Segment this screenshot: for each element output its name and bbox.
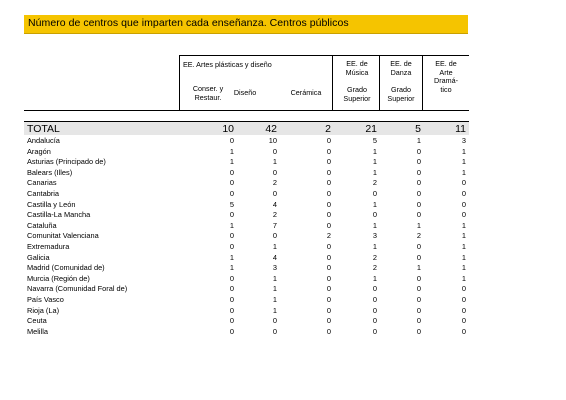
table-cell: 1 bbox=[272, 157, 277, 167]
table-cell: 0 bbox=[461, 199, 466, 209]
table-cell: 0 bbox=[416, 178, 421, 188]
table-cell: 0 bbox=[416, 189, 421, 198]
table-cell: 1 bbox=[372, 157, 377, 167]
table-cell: 1 bbox=[416, 220, 421, 230]
table-cell: 0 bbox=[272, 326, 277, 336]
row-label: Navarra (Comunidad Foral de) bbox=[27, 284, 128, 294]
row-label: Cantabria bbox=[27, 189, 60, 198]
header-conser: Conser. y Restaur. bbox=[192, 84, 224, 102]
header-diseno: Diseño bbox=[233, 88, 257, 97]
table-row bbox=[24, 210, 469, 221]
table-cell: 2 bbox=[326, 231, 331, 241]
table-cell: 1 bbox=[229, 157, 234, 167]
table-cell: 0 bbox=[416, 295, 421, 304]
row-label: Aragón bbox=[27, 146, 51, 156]
table-cell: 0 bbox=[229, 136, 234, 145]
table-cell: 7 bbox=[272, 220, 277, 230]
table-cell: 0 bbox=[372, 210, 377, 220]
table-cell: 0 bbox=[326, 167, 331, 177]
table-cell: 0 bbox=[326, 136, 331, 145]
table-cell: 1 bbox=[272, 295, 277, 304]
table-cell: 11 bbox=[455, 123, 466, 135]
table-cell: 0 bbox=[229, 284, 234, 294]
table-cell: 1 bbox=[461, 167, 466, 177]
table-cell: 5 bbox=[229, 199, 234, 209]
table-cell: 5 bbox=[415, 123, 421, 135]
table-cell: 0 bbox=[416, 167, 421, 177]
table-cell: 0 bbox=[326, 242, 331, 251]
table-cell: 0 bbox=[229, 305, 234, 315]
table-cell: 0 bbox=[229, 167, 234, 177]
row-label: Comunitat Valenciana bbox=[27, 231, 99, 241]
table-cell: 0 bbox=[372, 305, 377, 315]
table-cell: 1 bbox=[372, 273, 377, 283]
table-cell: 1 bbox=[229, 220, 234, 230]
table-cell: 21 bbox=[365, 123, 377, 135]
table-cell: 0 bbox=[229, 316, 234, 326]
table-cell: 0 bbox=[229, 242, 234, 251]
table-cell: 0 bbox=[326, 252, 331, 262]
table-row bbox=[24, 306, 469, 317]
table-cell: 0 bbox=[326, 189, 331, 198]
table-cell: 2 bbox=[372, 178, 377, 188]
row-label: Extremadura bbox=[27, 242, 70, 251]
table-cell: 1 bbox=[372, 242, 377, 251]
table-cell: 0 bbox=[416, 326, 421, 336]
table-cell: 2 bbox=[272, 178, 277, 188]
table-row bbox=[24, 189, 469, 200]
table-cell: 42 bbox=[265, 123, 277, 135]
table-cell: 3 bbox=[272, 263, 277, 273]
table-cell: 0 bbox=[461, 284, 466, 294]
total-row bbox=[24, 123, 469, 134]
table-cell: 0 bbox=[461, 305, 466, 315]
table-cell: 0 bbox=[326, 284, 331, 294]
table-row bbox=[24, 284, 469, 295]
table-cell: 1 bbox=[372, 199, 377, 209]
table-row bbox=[24, 136, 469, 147]
table-cell: 0 bbox=[461, 326, 466, 336]
table-cell: 4 bbox=[272, 199, 277, 209]
table-row bbox=[24, 316, 469, 327]
header-danza-sub: Grado Superior bbox=[387, 85, 415, 103]
table-cell: 0 bbox=[461, 210, 466, 220]
table-cell: 0 bbox=[416, 199, 421, 209]
table-cell: 2 bbox=[372, 263, 377, 273]
table-cell: 1 bbox=[372, 220, 377, 230]
table-cell: 2 bbox=[372, 252, 377, 262]
table-cell: 1 bbox=[272, 284, 277, 294]
table-cell: 1 bbox=[229, 146, 234, 156]
row-label: Madrid (Comunidad de) bbox=[27, 263, 105, 273]
table-cell: 1 bbox=[372, 146, 377, 156]
table-cell: 0 bbox=[326, 305, 331, 315]
table-cell: 0 bbox=[272, 231, 277, 241]
table-cell: 0 bbox=[461, 295, 466, 304]
header-ceramica: Cerámica bbox=[290, 88, 322, 97]
table-cell: 1 bbox=[461, 273, 466, 283]
table-cell: 1 bbox=[416, 136, 421, 145]
table-cell: 0 bbox=[326, 263, 331, 273]
table-cell: 1 bbox=[461, 263, 466, 273]
table-cell: 0 bbox=[461, 178, 466, 188]
table-cell: 0 bbox=[416, 316, 421, 326]
table-cell: 10 bbox=[268, 136, 277, 145]
row-label: Asturias (Principado de) bbox=[27, 157, 106, 167]
table-cell: 2 bbox=[325, 123, 331, 135]
table-cell: 0 bbox=[272, 167, 277, 177]
table-cell: 0 bbox=[416, 242, 421, 251]
table-cell: 10 bbox=[222, 123, 234, 135]
table-cell: 0 bbox=[272, 146, 277, 156]
row-label: Ceuta bbox=[27, 316, 47, 326]
table-cell: 0 bbox=[326, 157, 331, 167]
table-cell: 0 bbox=[272, 189, 277, 198]
table-cell: 0 bbox=[416, 146, 421, 156]
row-label: Castilla y León bbox=[27, 199, 76, 209]
table-row bbox=[24, 147, 469, 158]
table-cell: 0 bbox=[229, 326, 234, 336]
table-row bbox=[24, 200, 469, 211]
table-cell: 0 bbox=[326, 146, 331, 156]
table-cell: 0 bbox=[326, 210, 331, 220]
table-cell: 0 bbox=[326, 316, 331, 326]
row-label: Andalucía bbox=[27, 136, 60, 145]
table-row bbox=[24, 178, 469, 189]
table-cell: 1 bbox=[461, 252, 466, 262]
table-cell: 0 bbox=[372, 316, 377, 326]
table-cell: 0 bbox=[326, 326, 331, 336]
table-cell: 1 bbox=[461, 231, 466, 241]
table-cell: 4 bbox=[272, 252, 277, 262]
table-cell: 2 bbox=[272, 210, 277, 220]
row-label: Castilla-La Mancha bbox=[27, 210, 91, 220]
page-title: Número de centros que imparten cada enseñanza. Centros públicos bbox=[28, 17, 349, 29]
table-row bbox=[24, 168, 469, 179]
table-cell: 0 bbox=[461, 189, 466, 198]
table-cell: 3 bbox=[461, 136, 466, 145]
table-row bbox=[24, 253, 469, 264]
row-label: Balears (Illes) bbox=[27, 167, 73, 177]
table-cell: 0 bbox=[229, 210, 234, 220]
row-label: Cataluña bbox=[27, 220, 57, 230]
table-cell: 1 bbox=[461, 220, 466, 230]
header-divider-1 bbox=[179, 55, 180, 110]
table-row bbox=[24, 263, 469, 274]
table-row bbox=[24, 221, 469, 232]
row-label: Rioja (La) bbox=[27, 305, 60, 315]
header-bottom-rule bbox=[24, 110, 469, 111]
row-label: Melilla bbox=[27, 326, 48, 336]
header-divider-2 bbox=[332, 55, 333, 110]
header-musica-sub: Grado Superior bbox=[343, 85, 371, 103]
table-cell: 1 bbox=[229, 263, 234, 273]
table-cell: 1 bbox=[416, 263, 421, 273]
table-row bbox=[24, 231, 469, 242]
table-cell: 0 bbox=[326, 199, 331, 209]
row-label: Canarias bbox=[27, 178, 57, 188]
table-cell: 0 bbox=[372, 284, 377, 294]
table-row bbox=[24, 157, 469, 168]
table-cell: 0 bbox=[229, 178, 234, 188]
table-cell: 3 bbox=[372, 231, 377, 241]
table-cell: 1 bbox=[372, 167, 377, 177]
table-cell: 1 bbox=[461, 157, 466, 167]
table-cell: 0 bbox=[416, 210, 421, 220]
table-cell: 0 bbox=[229, 189, 234, 198]
table-cell: 1 bbox=[272, 273, 277, 283]
table-row bbox=[24, 274, 469, 285]
header-danza: EE. de Danza bbox=[390, 59, 412, 77]
table-cell: 1 bbox=[272, 305, 277, 315]
table-cell: 5 bbox=[372, 136, 377, 145]
table-row bbox=[24, 327, 469, 338]
table-cell: 0 bbox=[229, 231, 234, 241]
row-label: Murcia (Región de) bbox=[27, 273, 90, 283]
table-cell: 0 bbox=[326, 295, 331, 304]
table-cell: 1 bbox=[229, 252, 234, 262]
table-cell: 1 bbox=[461, 146, 466, 156]
table-cell: 0 bbox=[372, 189, 377, 198]
table-cell: 2 bbox=[416, 231, 421, 241]
row-label: País Vasco bbox=[27, 295, 64, 304]
table-cell: 0 bbox=[372, 295, 377, 304]
table-cell: 0 bbox=[416, 157, 421, 167]
table-cell: 0 bbox=[416, 284, 421, 294]
table-cell: 0 bbox=[229, 295, 234, 304]
table-cell: 0 bbox=[229, 273, 234, 283]
header-top-rule bbox=[179, 55, 469, 56]
table-cell: 0 bbox=[416, 305, 421, 315]
table-row bbox=[24, 242, 469, 253]
total-label: TOTAL bbox=[27, 123, 60, 135]
table-cell: 0 bbox=[272, 316, 277, 326]
table-cell: 0 bbox=[461, 316, 466, 326]
header-musica: EE. de Música bbox=[345, 59, 369, 77]
header-arte-dramatico: EE. de Arte Dramá- tico bbox=[434, 59, 458, 94]
table-cell: 0 bbox=[326, 220, 331, 230]
row-label: Galicia bbox=[27, 252, 50, 262]
table-cell: 1 bbox=[272, 242, 277, 251]
table-cell: 1 bbox=[461, 242, 466, 251]
header-group-artes: EE. Artes plásticas y diseño bbox=[183, 60, 272, 69]
table-cell: 0 bbox=[372, 326, 377, 336]
table-cell: 0 bbox=[326, 178, 331, 188]
table-cell: 0 bbox=[416, 252, 421, 262]
table-cell: 0 bbox=[326, 273, 331, 283]
table-row bbox=[24, 295, 469, 306]
title-bar bbox=[24, 15, 468, 34]
table-cell: 0 bbox=[416, 273, 421, 283]
